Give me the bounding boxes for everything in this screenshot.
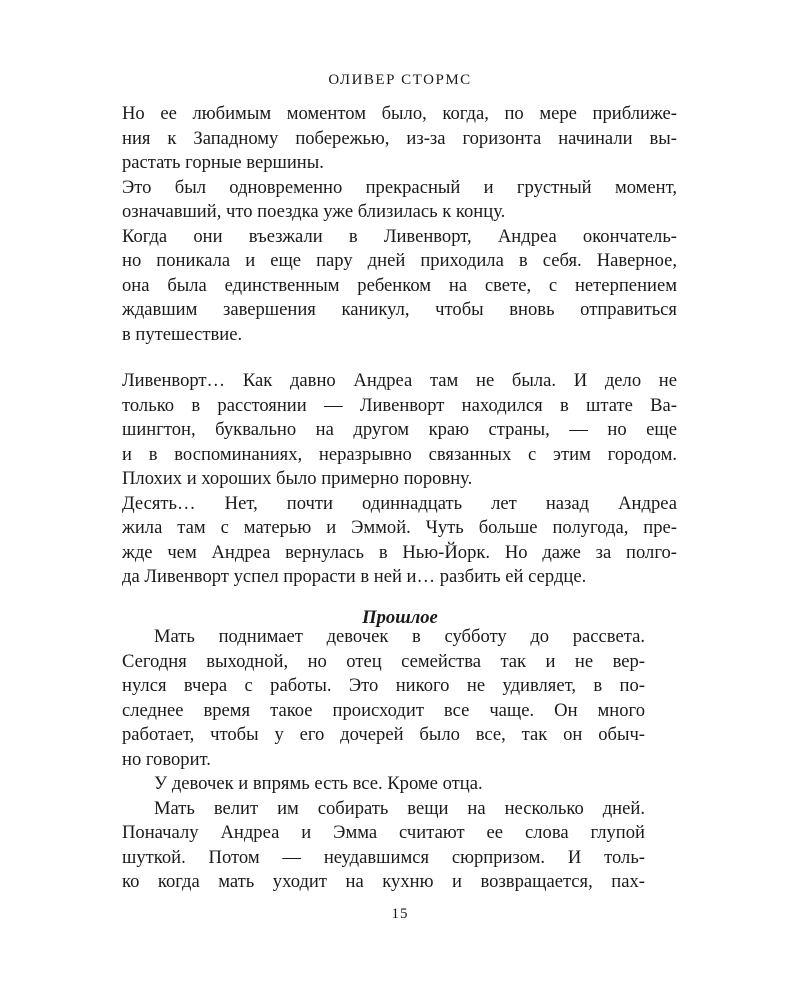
text-line: работает, чтобы у его дочерей было все, так он обыч- bbox=[122, 724, 645, 746]
text-block-3 bbox=[122, 625, 645, 895]
text-line: да Ливенворт успел прорасти в ней и… разбить ей сердце. bbox=[122, 566, 587, 588]
text-line: Ливенворт… Как давно Андреа там не была. И дело не bbox=[122, 370, 677, 391]
text-line: только в расстоянии — Ливенворт находился в штате Ва- bbox=[122, 394, 677, 416]
text-line: шингтон, буквально на другом краю страны, — но еще bbox=[122, 419, 677, 441]
text-line: У девочек и впрямь есть все. Кроме отца. bbox=[154, 773, 483, 795]
page-number: 15 bbox=[391, 906, 409, 922]
text-line: означавший, что поездка уже близилась к концу. bbox=[122, 201, 506, 223]
text-line: Поначалу Андреа и Эмма считают ее слова глупой bbox=[122, 822, 645, 844]
section-title: Прошлое bbox=[362, 607, 438, 628]
text-line: Плохих и хороших было примерно поровну. bbox=[122, 468, 473, 490]
text-line: Это был одновременно прекрасный и грустный момент, bbox=[122, 176, 677, 198]
text-line: Когда они въезжали в Ливенворт, Андреа окончатель- bbox=[122, 225, 677, 247]
text-line: но говорит. bbox=[122, 748, 211, 770]
text-line: нулся вчера с работы. Это никого не удивляет, в по- bbox=[122, 675, 645, 697]
text-line: в путешествие. bbox=[122, 323, 243, 345]
text-line: следнее время такое происходит все чаще. Он много bbox=[122, 699, 645, 721]
text-line: шуткой. Потом — неудавшимся сюрпризом. И толь- bbox=[122, 846, 645, 868]
text-line: жила там с матерью и Эммой. Чуть больше полугода, пре- bbox=[122, 517, 677, 539]
text-line: Но ее любимым моментом было, когда, по мере приближе- bbox=[122, 103, 677, 124]
text-line: ко когда мать уходит на кухню и возвращается, пах- bbox=[122, 871, 645, 893]
text-line: Мать велит им собирать вещи на несколько дней. bbox=[154, 797, 645, 819]
text-line: Мать поднимает девочек в субботу до рассвета. bbox=[154, 626, 645, 647]
text-line: и в воспоминаниях, неразрывно связанных с этим городом. bbox=[122, 443, 677, 465]
text-line: она была единственным ребенком на свете, с нетерпением bbox=[122, 274, 677, 296]
text-line: но поникала и еще пару дней приходила в себя. Наверное, bbox=[122, 250, 677, 272]
text-block-2 bbox=[122, 369, 677, 590]
text-line: Десять… Нет, почти одиннадцать лет назад Андреа bbox=[122, 492, 677, 514]
running-header: ОЛИВЕР СТОРМС bbox=[328, 72, 472, 88]
text-line: ния к Западному побережью, из-за горизонта начинали вы- bbox=[122, 127, 677, 149]
text-block-1 bbox=[122, 102, 677, 347]
text-line: жде чем Андреа вернулась в Нью-Йорк. Но даже за полго- bbox=[122, 541, 677, 563]
text-line: ждавшим завершения каникул, чтобы вновь отправиться bbox=[122, 299, 677, 321]
text-line: Сегодня выходной, но отец семейства так и не вер- bbox=[122, 650, 645, 672]
text-line: растать горные вершины. bbox=[122, 152, 324, 174]
